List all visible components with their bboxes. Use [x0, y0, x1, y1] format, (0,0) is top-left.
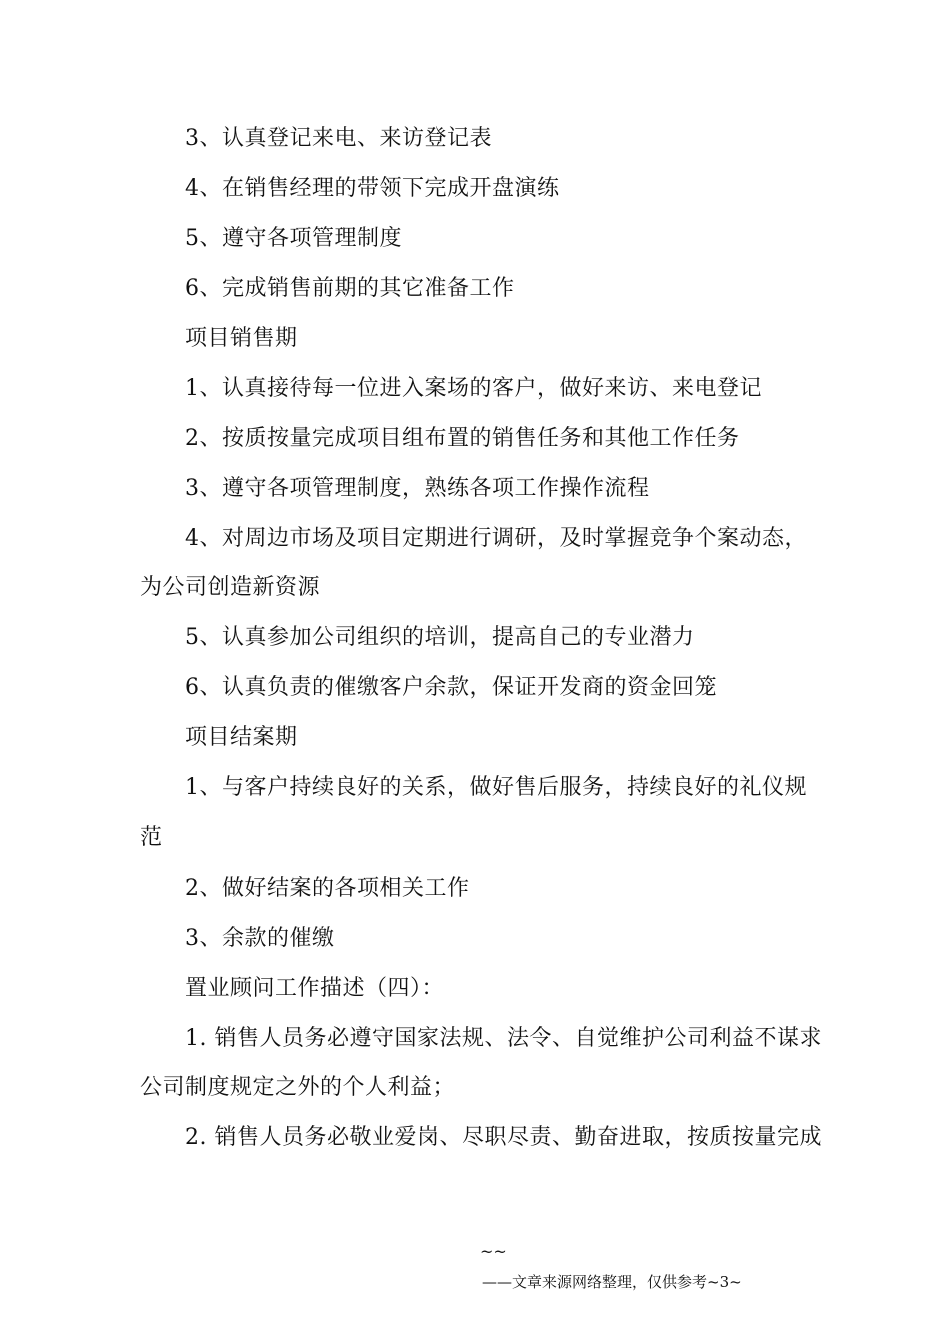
- text-line-19: 1. 销售人员务必遵守国家法规、法令、自觉维护公司利益不谋求: [185, 1026, 822, 1051]
- section-heading-sales-period: 项目销售期: [185, 326, 298, 351]
- text-line-2: 4、在销售经理的带领下完成开盘演练: [185, 176, 560, 201]
- text-line-11: 5、认真参加公司组织的培训，提高自己的专业潜力: [185, 625, 695, 650]
- section-heading-job-description-4: 置业顾问工作描述（四）：: [185, 976, 445, 1001]
- text-line-17: 3、余款的催缴: [185, 926, 335, 951]
- text-line-4: 6、完成销售前期的其它准备工作: [185, 276, 515, 301]
- section-heading-closing-period: 项目结案期: [185, 725, 298, 750]
- text-line-7: 2、按质按量完成项目组布置的销售任务和其他工作任务: [185, 426, 740, 451]
- text-line-9: 4、对周边市场及项目定期进行调研，及时掌握竞争个案动态，: [185, 526, 807, 551]
- text-line-6: 1、认真接待每一位进入案场的客户，做好来访、来电登记: [185, 376, 762, 401]
- text-line-16: 2、做好结案的各项相关工作: [185, 876, 470, 901]
- text-line-10: 为公司创造新资源: [140, 575, 321, 600]
- text-line-20: 公司制度规定之外的个人利益；: [140, 1075, 456, 1100]
- text-line-8: 3、遵守各项管理制度，熟练各项工作操作流程: [185, 476, 650, 501]
- text-line-21: 2. 销售人员务必敬业爱岗、尽职尽责、勤奋进取，按质按量完成: [185, 1125, 822, 1150]
- text-line-12: 6、认真负责的催缴客户余款，保证开发商的资金回笼: [185, 675, 717, 700]
- text-line-1: 3、认真登记来电、来访登记表: [185, 126, 492, 151]
- text-line-3: 5、遵守各项管理制度: [185, 226, 402, 251]
- footer-tilde: ~~: [480, 1242, 507, 1261]
- text-line-15: 范: [140, 825, 163, 850]
- footer-note: ——文章来源网络整理，仅供参考~3~: [482, 1273, 742, 1291]
- text-line-14: 1、与客户持续良好的关系，做好售后服务，持续良好的礼仪规: [185, 775, 807, 800]
